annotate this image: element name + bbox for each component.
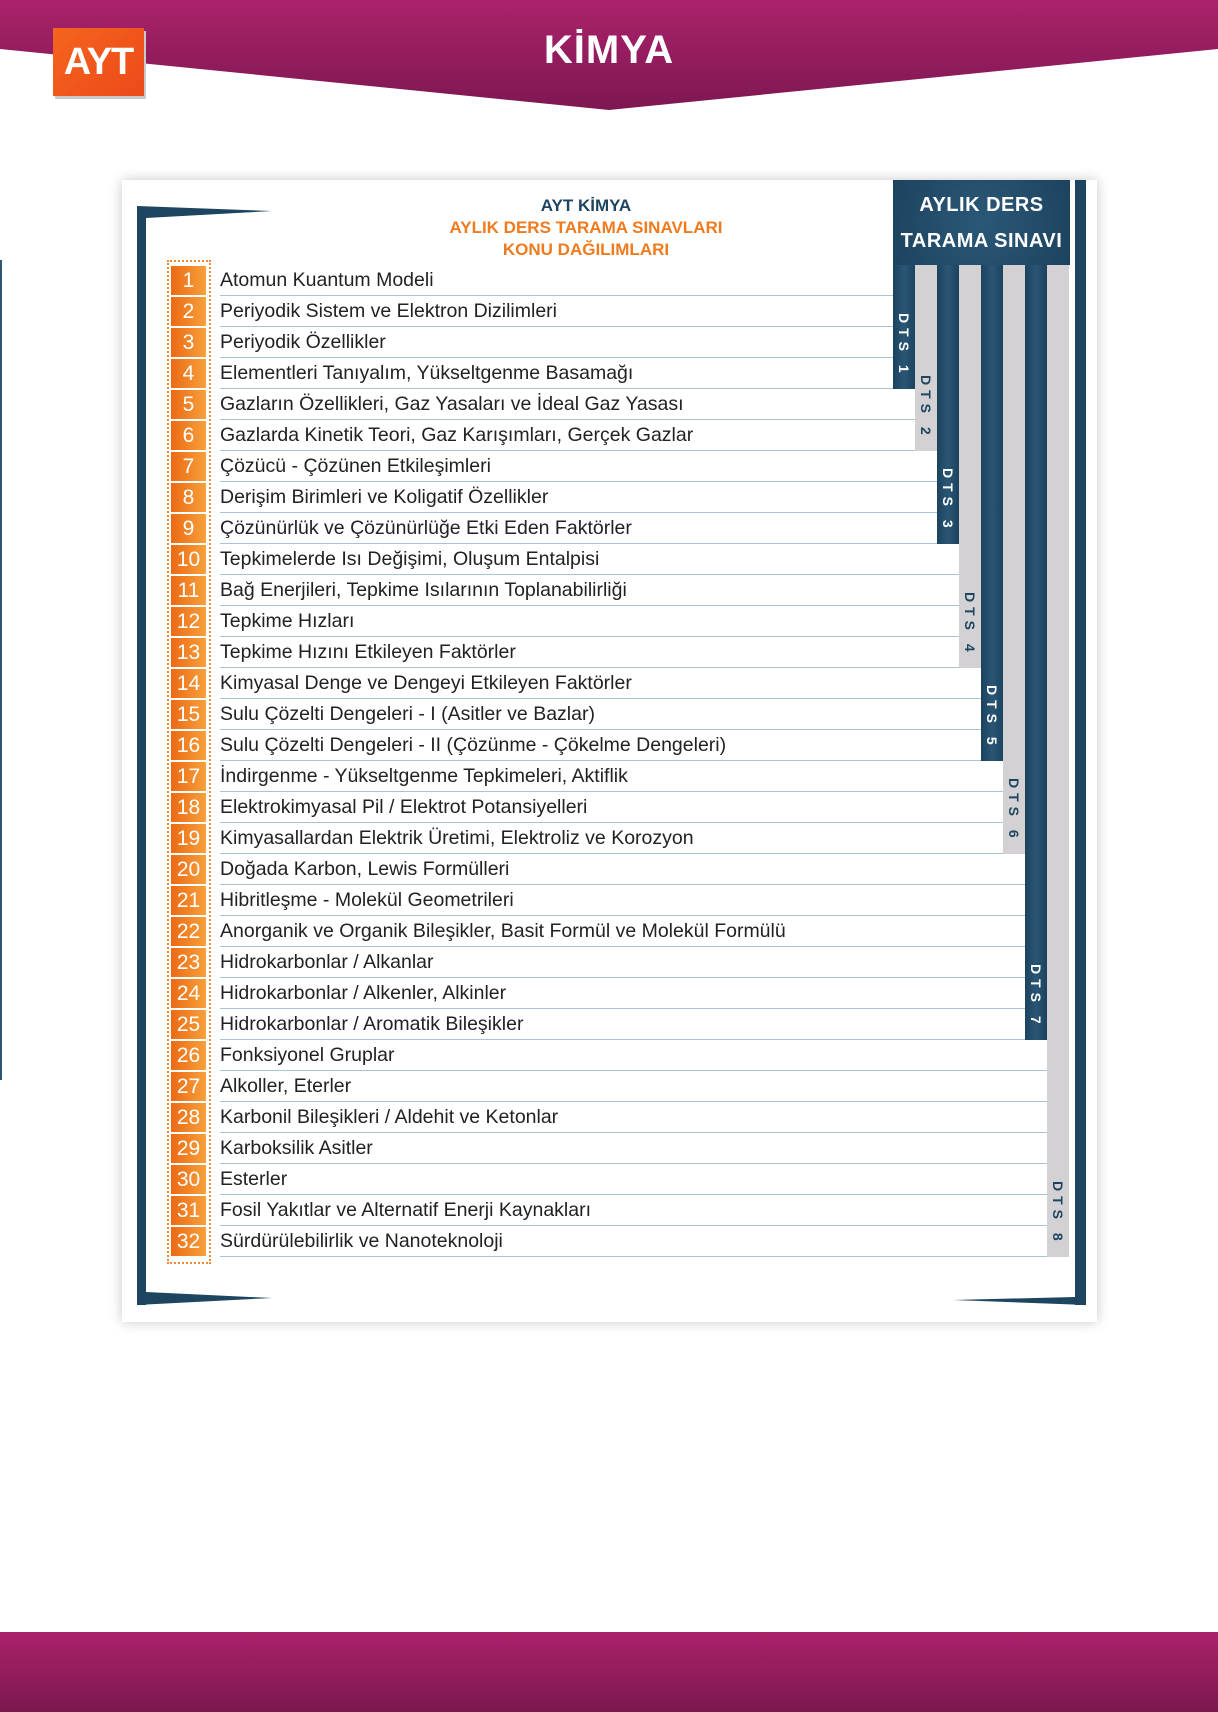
topic-row	[171, 606, 959, 637]
topic-row	[171, 699, 981, 730]
topic-row	[171, 885, 1025, 916]
topic-name: Gazlarda Kinetik Teori, Gaz Karışımları, Gerçek Gazlar	[220, 424, 694, 446]
topic-row	[171, 513, 937, 544]
topic-number: 13	[171, 638, 206, 667]
topic-number: 24	[171, 979, 206, 1008]
topic-name: Kimyasal Denge ve Dengeyi Etkileyen Faktörler	[220, 672, 632, 694]
topic-number: 12	[171, 607, 206, 636]
topic-name: Karbonil Bileşikleri / Aldehit ve Ketonlar	[220, 1106, 559, 1128]
exam-bar-dts-2	[915, 265, 937, 451]
ayt-badge: AYT	[53, 28, 144, 96]
frame-bottom-right-arm	[953, 1288, 1086, 1306]
topic-name: Sulu Çözelti Dengeleri - II (Çözünme - Çökelme Dengeleri)	[220, 734, 727, 756]
topic-row	[171, 358, 893, 389]
topic-row	[171, 1040, 1047, 1071]
topic-number: 26	[171, 1041, 206, 1070]
topic-name: Anorganik ve Organik Bileşikler, Basit Formül ve Molekül Formülü	[220, 920, 786, 942]
topic-row	[171, 482, 937, 513]
topic-name: Hidrokarbonlar / Aromatik Bileşikler	[220, 1013, 524, 1035]
frame-bottom-left-arm	[137, 1292, 272, 1306]
exam-bar-label: DTS 8	[1050, 1180, 1066, 1246]
topic-row	[171, 916, 1025, 947]
topic-name: Tepkime Hızları	[220, 610, 355, 632]
topic-name: Hidrokarbonlar / Alkanlar	[220, 951, 434, 973]
topic-number: 5	[171, 390, 206, 419]
exam-bar-dts-3	[937, 265, 959, 544]
topic-name: Çözücü - Çözünen Etkileşimleri	[220, 455, 491, 477]
topic-number: 14	[171, 669, 206, 698]
exam-bar-label: DTS 5	[984, 684, 1000, 750]
exam-bar-dts-8	[1047, 265, 1069, 1257]
topic-name: Atomun Kuantum Modeli	[220, 269, 434, 291]
topic-row	[171, 668, 981, 699]
topic-number: 23	[171, 948, 206, 977]
page-title: KİMYA	[543, 28, 675, 72]
topic-number: 29	[171, 1134, 206, 1163]
topic-number: 27	[171, 1072, 206, 1101]
topic-name: Sürdürülebilirlik ve Nanoteknoloji	[220, 1230, 503, 1252]
topic-number: 10	[171, 545, 206, 574]
topic-number: 20	[171, 855, 206, 884]
topic-name: Sulu Çözelti Dengeleri - I (Asitler ve Bazlar)	[220, 703, 595, 725]
topic-row	[171, 854, 1025, 885]
topic-number: 28	[171, 1103, 206, 1132]
topic-name: İndirgenme - Yükseltgenme Tepkimeleri, Aktiflik	[220, 765, 628, 787]
exam-header-line2: TARAMA SINAVI	[900, 229, 1063, 252]
topic-row	[171, 575, 959, 606]
topic-number: 25	[171, 1010, 206, 1039]
card-subtitle-2: KONU DAĞILIMLARI	[502, 240, 670, 259]
topic-name: Elektrokimyasal Pil / Elektrot Potansiyelleri	[220, 796, 588, 818]
exam-bar-label: DTS 2	[918, 374, 934, 440]
exam-bar-label: DTS 6	[1006, 777, 1022, 843]
topic-name: Tepkimelerde Isı Değişimi, Oluşum Entalpisi	[220, 548, 600, 570]
frame-left-bar	[137, 208, 146, 1305]
topic-row	[171, 451, 937, 482]
topic-row	[171, 1102, 1047, 1133]
topic-number: 9	[171, 514, 206, 543]
topic-number: 18	[171, 793, 206, 822]
topic-number: 31	[171, 1196, 206, 1225]
topic-number: 1	[171, 266, 206, 295]
topic-number: 16	[171, 731, 206, 760]
topic-row	[171, 637, 959, 668]
topic-row	[171, 544, 959, 575]
exam-bar-label: DTS 7	[1028, 963, 1044, 1029]
card-title: AYT KİMYA	[540, 196, 632, 215]
exam-header-line1: AYLIK DERS	[919, 193, 1044, 216]
topic-name: Doğada Karbon, Lewis Formülleri	[220, 858, 510, 880]
exam-bar-dts-4	[959, 265, 981, 668]
topic-row	[171, 792, 1003, 823]
topic-number: 8	[171, 483, 206, 512]
topic-name: Bağ Enerjileri, Tepkime Isılarının Toplanabilirliği	[220, 579, 627, 601]
topic-name: Elementleri Tanıyalım, Yükseltgenme Basamağı	[220, 362, 634, 384]
exam-header-box	[893, 180, 1070, 265]
topic-name: Periyodik Özellikler	[220, 331, 386, 353]
topic-row	[171, 730, 981, 761]
exam-bar-dts-5	[981, 265, 1003, 761]
topic-name: Kimyasallardan Elektrik Üretimi, Elektroliz ve Korozyon	[220, 827, 694, 849]
topic-number: 19	[171, 824, 206, 853]
topic-name: Alkoller, Eterler	[220, 1075, 352, 1097]
topic-row	[171, 1009, 1025, 1040]
topic-name: Derişim Birimleri ve Koligatif Özellikler	[220, 486, 549, 508]
topic-row	[171, 823, 1003, 854]
topic-name: Esterler	[220, 1168, 288, 1190]
topic-name: Karboksilik Asitler	[220, 1137, 373, 1159]
exam-bar-label: DTS 1	[896, 312, 912, 378]
topic-row	[171, 761, 1003, 792]
topic-name: Çözünürlük ve Çözünürlüğe Etki Eden Faktörler	[220, 517, 632, 539]
topic-row	[171, 1071, 1047, 1102]
topic-row	[171, 296, 893, 327]
topic-number: 32	[171, 1227, 206, 1256]
topic-number: 30	[171, 1165, 206, 1194]
topic-number: 22	[171, 917, 206, 946]
topic-number: 7	[171, 452, 206, 481]
frame-top-left-arm	[137, 206, 272, 220]
topic-name: Periyodik Sistem ve Elektron Dizilimleri	[220, 300, 558, 322]
topic-name: Fonksiyonel Gruplar	[220, 1044, 395, 1066]
topic-name: Hidrokarbonlar / Alkenler, Alkinler	[220, 982, 507, 1004]
topic-row	[171, 420, 915, 451]
topic-name: Tepkime Hızını Etkileyen Faktörler	[220, 641, 516, 663]
card-subtitle: AYLIK DERS TARAMA SINAVLARI	[449, 218, 723, 237]
topic-row	[171, 1164, 1047, 1195]
exam-bar-label: DTS 4	[962, 591, 978, 657]
topic-row	[171, 327, 893, 358]
page-edge-line	[0, 260, 2, 1080]
topic-number: 17	[171, 762, 206, 791]
topic-number: 2	[171, 297, 206, 326]
row-divider	[220, 1256, 1047, 1257]
topic-row	[171, 265, 893, 296]
frame-right-bar	[1075, 180, 1086, 1305]
footer-band	[0, 1632, 1218, 1712]
topic-row	[171, 389, 915, 420]
topic-row	[171, 1195, 1047, 1226]
exam-bar-dts-6	[1003, 265, 1025, 854]
topic-name: Hibritleşme - Molekül Geometrileri	[220, 889, 514, 911]
topic-number: 21	[171, 886, 206, 915]
exam-bar-dts-1	[893, 265, 915, 389]
topic-number: 15	[171, 700, 206, 729]
topic-row	[171, 1133, 1047, 1164]
topic-number: 4	[171, 359, 206, 388]
topic-row	[171, 978, 1025, 1009]
topic-number: 3	[171, 328, 206, 357]
topic-number: 6	[171, 421, 206, 450]
topic-row	[171, 947, 1025, 978]
exam-bar-label: DTS 3	[940, 467, 956, 533]
topic-name: Gazların Özellikleri, Gaz Yasaları ve İdeal Gaz Yasası	[220, 393, 684, 415]
topic-row	[171, 1226, 1047, 1257]
exam-bar-dts-7	[1025, 265, 1047, 1040]
topic-name: Fosil Yakıtlar ve Alternatif Enerji Kaynakları	[220, 1199, 592, 1221]
topic-number: 11	[171, 576, 206, 605]
